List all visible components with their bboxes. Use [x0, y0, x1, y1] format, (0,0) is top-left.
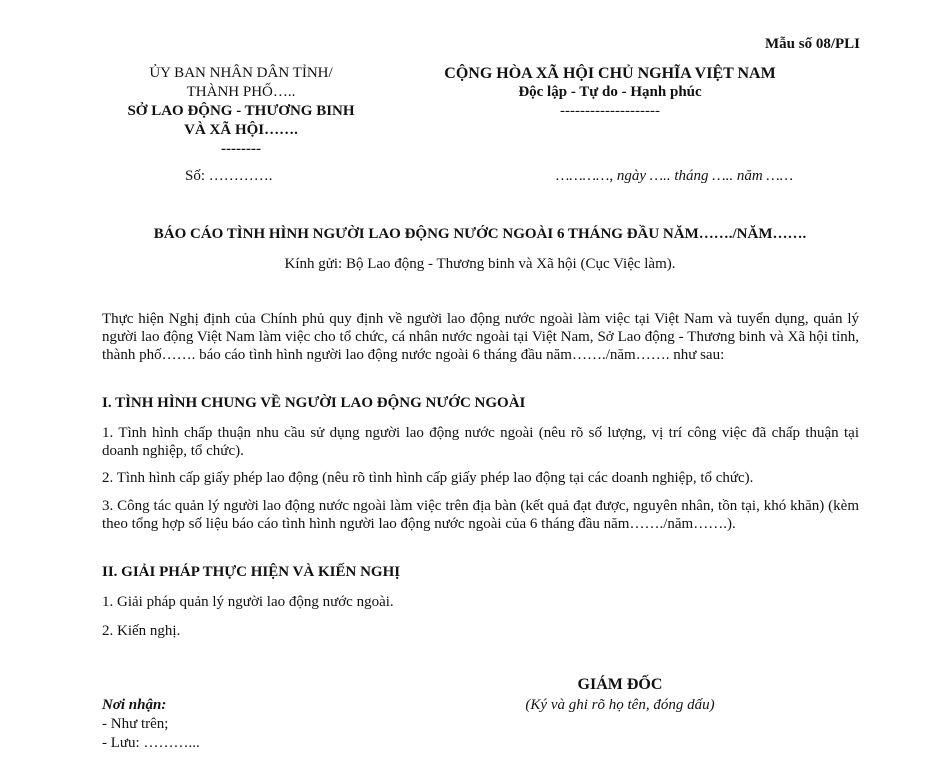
intro-paragraph: Thực hiện Nghị định của Chính phủ quy định về người lao động nước ngoài làm việc tại Việt Nam và tuyển dụng, quản lý người lao động Việt Nam làm việc cho tổ chức, cá nhân nước ngoài tại Việt Nam, Sở Lao động - Thương binh và Xã hội tỉnh, thành phố……. báo cáo tình hình người lao động nước ngoài 6 tháng đầu năm……./năm……. như sau: [102, 311, 859, 363]
section-1-item-2: 2. Tình hình cấp giấy phép lao động (nêu rõ tình hình cấp giấy phép lao động tại các doanh nghiệp, tổ chức). [102, 470, 754, 486]
recipients-line-2: - Lưu: ………... [102, 735, 200, 751]
section-1-item-1: 1. Tình hình chấp thuận nhu cầu sử dụng người lao động nước ngoài (nêu rõ số lượng, vị trí công việc đã chấp thuận tại doanh nghiệp, tổ chức). [102, 425, 859, 459]
agency-line-2: THÀNH PHỐ….. [186, 84, 296, 100]
recipients-block [102, 696, 200, 753]
form-number: Mẫu số 08/PLI [764, 36, 860, 52]
national-header-block [410, 64, 810, 121]
agency-line-4: VÀ XÃ HỘI……. [184, 122, 298, 138]
section-2-item-1: 1. Giải pháp quản lý người lao động nước ngoài. [102, 594, 394, 610]
report-title: BÁO CÁO TÌNH HÌNH NGƯỜI LAO ĐỘNG NƯỚC NGOÀI 6 THÁNG ĐẦU NĂM……./NĂM……. [153, 226, 807, 242]
agency-divider: -------- [221, 141, 261, 157]
section-1-item-3: 3. Công tác quản lý người lao động nước ngoài làm việc trên địa bàn (kết quả đạt được, nguyên nhân, tồn tại, khó khăn) (kèm theo tổng hợp số liệu báo cáo tình hình người lao động nước ngoài của 6 tháng đầu năm……./năm…….). [102, 498, 859, 532]
agency-line-1: ỦY BAN NHÂN DÂN TỈNH/ [149, 65, 333, 81]
signature-note: (Ký và ghi rõ họ tên, đóng dấu) [525, 697, 715, 713]
section-2-item-2: 2. Kiến nghị. [102, 623, 181, 639]
agency-line-3: SỞ LAO ĐỘNG - THƯƠNG BINH [127, 103, 355, 119]
national-motto: Độc lập - Tự do - Hạnh phúc [518, 84, 702, 100]
country-name: CỘNG HÒA XÃ HỘI CHỦ NGHĨA VIỆT NAM [444, 65, 776, 82]
recipient-line: Kính gửi: Bộ Lao động - Thương binh và Xã hội (Cục Việc làm). [284, 256, 676, 272]
document-number: Số: …………. [185, 168, 273, 184]
recipients-line-1: - Như trên; [102, 716, 169, 732]
motto-divider: -------------------- [560, 103, 660, 119]
section-2-heading: II. GIẢI PHÁP THỰC HIỆN VÀ KIẾN NGHỊ [102, 564, 401, 580]
recipients-label: Nơi nhận: [102, 697, 167, 713]
signer-title: GIÁM ĐỐC [577, 676, 663, 693]
date-line: …………, ngày ….. tháng ….. năm …… [556, 168, 794, 184]
section-1-heading: I. TÌNH HÌNH CHUNG VỀ NGƯỜI LAO ĐỘNG NƯỚC NGOÀI [102, 395, 526, 411]
issuing-agency-block [96, 64, 386, 159]
